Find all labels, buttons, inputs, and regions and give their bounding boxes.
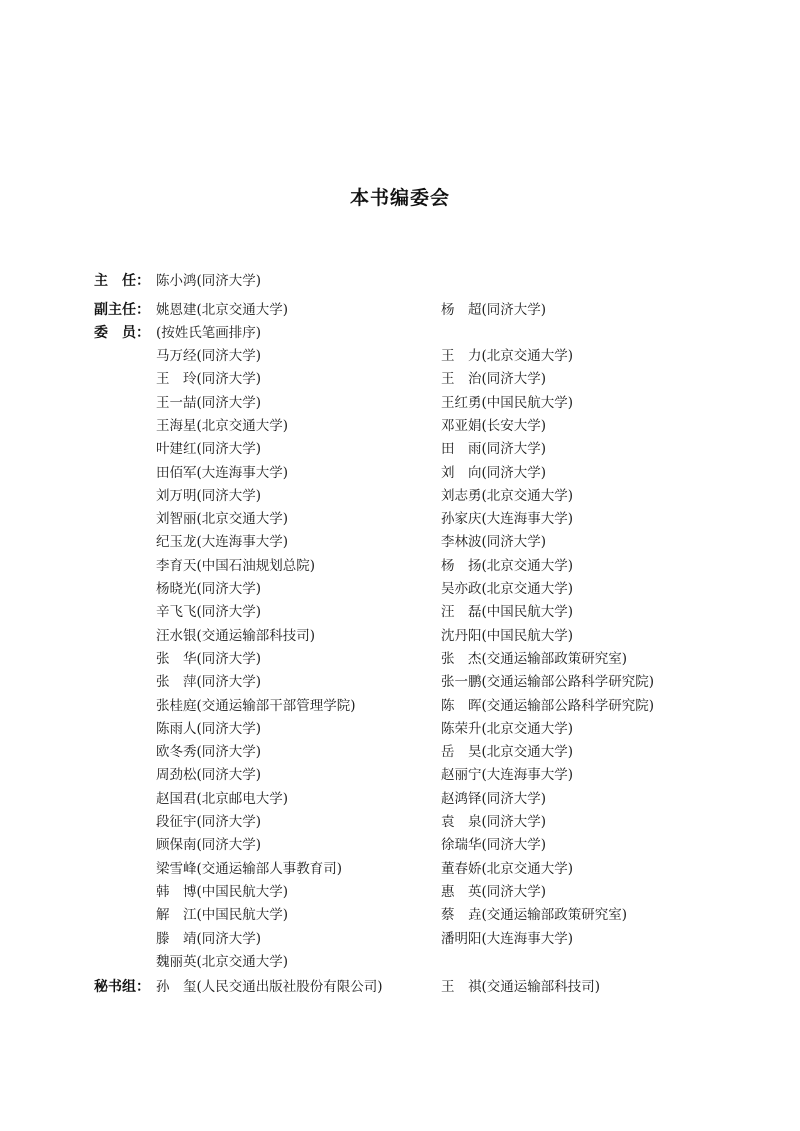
member-entry: 张桂庭(交通运输部干部管理学院) <box>156 698 356 714</box>
member-entry: 纪玉龙(大连海事大学) <box>156 534 289 550</box>
member-entry: 潘明阳(大连海事大学) <box>441 931 574 947</box>
member-entry: 孙家庆(大连海事大学) <box>441 511 574 527</box>
member-entry: 张 华(同济大学) <box>156 651 262 667</box>
member-entry: 马万经(同济大学) <box>156 348 262 364</box>
member-entry: 刘万明(同济大学) <box>156 488 262 504</box>
member-entry: 段征宇(同济大学) <box>156 814 262 830</box>
member-entry: 杨晓光(同济大学) <box>156 581 262 597</box>
member-entry: 陈雨人(同济大学) <box>156 721 262 737</box>
member-entry: 欧冬秀(同济大学) <box>156 744 262 760</box>
member-entry: 叶建红(同济大学) <box>156 441 262 457</box>
member-entry: 董春娇(北京交通大学) <box>441 861 574 877</box>
member-entry: 王一喆(同济大学) <box>156 395 262 411</box>
member-entry: 魏丽英(北京交通大学) <box>156 954 289 970</box>
member-entry: 杨 扬(北京交通大学) <box>441 558 574 574</box>
member-entry: 李林波(同济大学) <box>441 534 547 550</box>
member-entry: 王海星(北京交通大学) <box>156 418 289 434</box>
member-entry: 惠 英(同济大学) <box>441 884 547 900</box>
director-label: 主 任： <box>94 273 150 289</box>
member-entry: 田佰军(大连海事大学) <box>156 465 289 481</box>
member-entry: 解 江(中国民航大学) <box>156 907 289 923</box>
member-entry: 李育天(中国石油规划总院) <box>156 558 316 574</box>
secretariat-name-2: 王 祺(交通运输部科技司) <box>441 979 601 995</box>
member-entry: 王红勇(中国民航大学) <box>441 395 574 411</box>
member-entry: 辛飞飞(同济大学) <box>156 604 262 620</box>
secretariat-label: 秘书组： <box>94 979 150 995</box>
member-entry: 沈丹阳(中国民航大学) <box>441 628 574 644</box>
secretariat-name-1: 孙 玺(人民交通出版社股份有限公司) <box>156 979 383 995</box>
member-entry: 蔡 垚(交通运输部政策研究室) <box>441 907 628 923</box>
members-note: (按姓氏笔画排序) <box>156 325 262 341</box>
member-entry: 袁 泉(同济大学) <box>441 814 547 830</box>
member-entry: 周劲松(同济大学) <box>156 767 262 783</box>
page-title: 本书编委会 <box>349 187 450 209</box>
member-entry: 汪水银(交通运输部科技司) <box>156 628 316 644</box>
member-entry: 赵国君(北京邮电大学) <box>156 791 289 807</box>
member-entry: 张 杰(交通运输部政策研究室) <box>441 651 628 667</box>
member-entry: 徐瑞华(同济大学) <box>441 837 547 853</box>
members-label: 委 员： <box>94 325 150 341</box>
member-entry: 顾保南(同济大学) <box>156 837 262 853</box>
member-entry: 陈 晖(交通运输部公路科学研究院) <box>441 698 655 714</box>
member-entry: 岳 昊(北京交通大学) <box>441 744 574 760</box>
deputy-label: 副主任： <box>94 302 150 318</box>
member-entry: 王 治(同济大学) <box>441 371 547 387</box>
director-name: 陈小鸿(同济大学) <box>156 273 262 289</box>
member-entry: 梁雪峰(交通运输部人事教育司) <box>156 861 343 877</box>
member-entry: 刘 向(同济大学) <box>441 465 547 481</box>
member-entry: 汪 磊(中国民航大学) <box>441 604 574 620</box>
member-entry: 王 力(北京交通大学) <box>441 348 574 364</box>
member-entry: 张一鹏(交通运输部公路科学研究院) <box>441 674 655 690</box>
member-entry: 赵鸿铎(同济大学) <box>441 791 547 807</box>
member-entry: 吴亦政(北京交通大学) <box>441 581 574 597</box>
member-entry: 滕 靖(同济大学) <box>156 931 262 947</box>
member-entry: 邓亚娟(长安大学) <box>441 418 547 434</box>
deputy-name-2: 杨 超(同济大学) <box>441 302 547 318</box>
member-entry: 赵丽宁(大连海事大学) <box>441 767 574 783</box>
member-entry: 田 雨(同济大学) <box>441 441 547 457</box>
member-entry: 陈荣升(北京交通大学) <box>441 721 574 737</box>
member-entry: 王 玲(同济大学) <box>156 371 262 387</box>
member-entry: 韩 博(中国民航大学) <box>156 884 289 900</box>
member-entry: 刘智丽(北京交通大学) <box>156 511 289 527</box>
deputy-name-1: 姚恩建(北京交通大学) <box>156 302 289 318</box>
member-entry: 刘志勇(北京交通大学) <box>441 488 574 504</box>
member-entry: 张 萍(同济大学) <box>156 674 262 690</box>
